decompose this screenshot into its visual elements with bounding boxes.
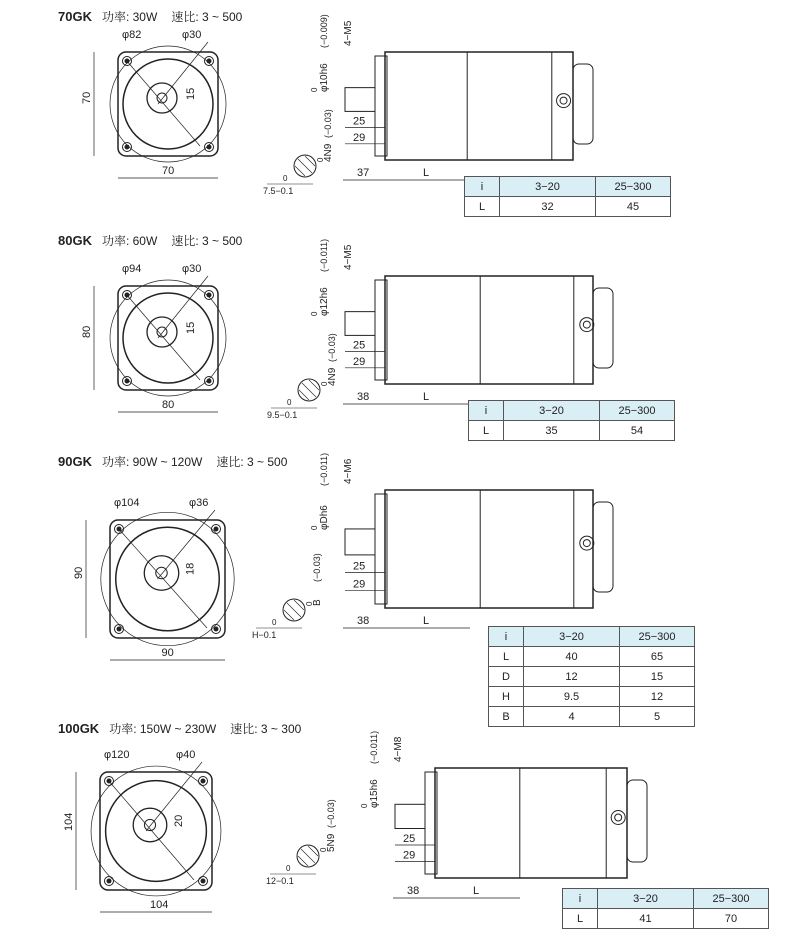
spec-table xyxy=(488,626,695,727)
width-dimension: 80 xyxy=(162,399,175,411)
screw-thread-label: 4−M5 xyxy=(343,244,354,270)
screw-thread-label: 4−M8 xyxy=(393,736,404,762)
flange-view xyxy=(94,276,226,412)
gearhead-length-L: L xyxy=(423,615,430,627)
table-row xyxy=(489,687,695,707)
flange-square xyxy=(110,520,225,638)
offset-dimension: 18 xyxy=(184,562,197,575)
pilot-circle xyxy=(147,317,177,347)
speed-ratio: 速比: 3 ~ 300 xyxy=(230,722,302,736)
height-dimension: 70 xyxy=(81,91,93,104)
table-cell: L xyxy=(469,421,504,441)
offset-dimension: 15 xyxy=(185,87,197,100)
table-header-cell: 25−300 xyxy=(620,627,695,647)
power-rating: 功率: 90W ~ 120W xyxy=(101,455,203,469)
motor-body xyxy=(385,52,573,160)
key-height-label: H−0.1 xyxy=(252,630,277,640)
flange-offset-dimension: 38 xyxy=(357,615,370,627)
motor-body xyxy=(435,768,627,878)
table-cell: 12 xyxy=(524,667,620,687)
shaft-length-25: 25 xyxy=(403,833,416,845)
rear-cover xyxy=(573,64,593,144)
key-section xyxy=(256,599,305,628)
cable-gland xyxy=(557,94,571,108)
flange-offset-dimension: 38 xyxy=(357,391,370,403)
table-row xyxy=(469,421,675,441)
table-header-row xyxy=(465,177,671,197)
flange-offset-dimension: 38 xyxy=(407,885,420,897)
height-dimension: 90 xyxy=(73,566,85,579)
width-dimension: 70 xyxy=(162,165,175,177)
table-cell: 70 xyxy=(694,909,769,929)
flange-view xyxy=(76,762,221,912)
table-cell: D xyxy=(489,667,524,687)
shaft-length-25: 25 xyxy=(353,115,366,128)
outer-diameter-label: φ104 xyxy=(114,497,140,509)
rear-cover xyxy=(627,780,647,862)
table-cell: B xyxy=(489,707,524,727)
key-width-label: 4N9 xyxy=(327,367,338,386)
key-width-tolerance-upper: 0 xyxy=(316,157,325,162)
model-name: 90GK xyxy=(58,454,92,469)
shaft-length-25: 25 xyxy=(353,339,366,352)
pilot-circle xyxy=(147,83,177,113)
offset-dimension: 15 xyxy=(185,321,197,334)
table-cell: L xyxy=(563,909,598,929)
model-name: 70GK xyxy=(58,9,92,24)
table-cell: 35 xyxy=(504,421,600,441)
model-name: 80GK xyxy=(58,233,92,248)
section-header xyxy=(58,720,301,737)
shaft-length-25: 25 xyxy=(353,560,366,573)
cable-gland-inner xyxy=(615,814,622,821)
cable-gland xyxy=(611,811,625,825)
motor-body xyxy=(385,276,593,384)
table-cell: L xyxy=(489,647,524,667)
table-header-cell: i xyxy=(465,177,500,197)
table-cell: H xyxy=(489,687,524,707)
mounting-hole-center xyxy=(107,879,111,883)
key-height-tolerance: 0 xyxy=(287,398,292,407)
shaft-tolerance-lower: (−0.011) xyxy=(319,452,329,486)
table-cell: 54 xyxy=(600,421,675,441)
gearhead-length-L: L xyxy=(423,167,430,179)
mounting-hole-center xyxy=(125,145,129,149)
gearhead-length-L: L xyxy=(423,391,430,403)
outer-diameter-label: φ82 xyxy=(122,29,142,41)
key-section xyxy=(271,379,320,408)
table-header-cell: 25−300 xyxy=(600,401,675,421)
table-header-cell: 25−300 xyxy=(596,177,671,197)
cable-gland xyxy=(580,536,594,550)
table-header-cell: i xyxy=(563,889,598,909)
table-cell: 65 xyxy=(620,647,695,667)
mounting-hole-center xyxy=(117,627,121,631)
shaft-tolerance-upper: 0 xyxy=(310,311,319,316)
mounting-hole-center xyxy=(207,59,211,63)
key-width-label: B xyxy=(312,599,323,606)
speed-ratio: 速比: 3 ~ 500 xyxy=(171,10,243,24)
side-view xyxy=(343,276,613,404)
shaft-tolerance-upper: 0 xyxy=(360,803,369,808)
table-cell: 9.5 xyxy=(524,687,620,707)
shaft-length-29: 29 xyxy=(353,355,366,368)
outer-diameter-label: φ94 xyxy=(122,263,142,275)
shaft-tolerance-lower: (−0.009) xyxy=(319,14,329,48)
table-header-cell: i xyxy=(489,627,524,647)
key-width-tolerance-lower: (−0.03) xyxy=(312,553,322,582)
table-header-cell: 3−20 xyxy=(504,401,600,421)
flange-view xyxy=(94,42,226,178)
flange-outer-circle xyxy=(101,512,234,645)
width-dimension: 90 xyxy=(161,647,174,659)
output-shaft xyxy=(345,88,375,112)
pilot-diameter-label: φ36 xyxy=(189,497,209,509)
offset-dimension: 20 xyxy=(173,814,185,827)
side-view xyxy=(343,52,593,180)
power-rating: 功率: 60W xyxy=(101,234,158,248)
key-height-label: 7.5−0.1 xyxy=(263,186,294,196)
mounting-hole-center xyxy=(201,779,205,783)
flange-view xyxy=(86,510,234,660)
power-rating: 功率: 30W xyxy=(101,10,158,24)
output-shaft xyxy=(395,804,425,828)
cable-gland-inner xyxy=(583,321,590,328)
key-height-tolerance: 0 xyxy=(286,864,291,873)
key-width-tolerance-lower: (−0.03) xyxy=(327,333,337,362)
key-section xyxy=(270,845,319,874)
side-view xyxy=(343,490,613,628)
shaft-tolerance-lower: (−0.011) xyxy=(369,730,379,764)
key-width-tolerance-lower: (−0.03) xyxy=(323,109,333,138)
shaft-length-29: 29 xyxy=(353,578,366,591)
table-header-cell: 3−20 xyxy=(524,627,620,647)
section-header xyxy=(58,232,242,249)
table-cell: 41 xyxy=(598,909,694,929)
cable-gland xyxy=(580,318,594,332)
output-shaft xyxy=(345,529,375,555)
table-cell: 32 xyxy=(500,197,596,217)
shaft-tolerance-label: φDh6 xyxy=(319,505,330,530)
key-width-tolerance-upper: 0 xyxy=(319,847,328,852)
pilot-circle xyxy=(144,556,179,591)
key-width-label: 5N9 xyxy=(326,833,337,852)
table-cell: 4 xyxy=(524,707,620,727)
flange-offset-dimension: 37 xyxy=(357,167,370,179)
table-header-cell: 3−20 xyxy=(598,889,694,909)
width-dimension: 104 xyxy=(150,899,169,911)
table-cell: 5 xyxy=(620,707,695,727)
mounting-hole-center xyxy=(207,293,211,297)
table-header-row xyxy=(563,889,769,909)
shaft-tolerance-lower: (−0.011) xyxy=(319,238,329,272)
table-cell: 15 xyxy=(620,667,695,687)
screw-thread-label: 4−M5 xyxy=(343,20,354,46)
key-width-tolerance-upper: 0 xyxy=(320,381,329,386)
pilot-circle xyxy=(133,808,167,842)
body-circle xyxy=(106,781,207,882)
mounting-hole-center xyxy=(201,879,205,883)
section-header xyxy=(58,8,242,25)
side-view xyxy=(393,768,647,898)
table-row xyxy=(563,909,769,929)
pilot-diameter-label: φ30 xyxy=(182,263,202,275)
pilot-diameter-label: φ40 xyxy=(176,749,196,761)
key-height-tolerance: 0 xyxy=(283,174,288,183)
height-dimension: 104 xyxy=(63,812,75,831)
table-row xyxy=(489,647,695,667)
cable-gland-inner xyxy=(560,97,567,104)
table-header-row xyxy=(469,401,675,421)
key-width-tolerance-lower: (−0.03) xyxy=(326,799,336,828)
speed-ratio: 速比: 3 ~ 500 xyxy=(216,455,288,469)
shaft-tolerance-label: φ15h6 xyxy=(369,779,380,808)
speed-ratio: 速比: 3 ~ 500 xyxy=(171,234,243,248)
motor-body xyxy=(385,490,593,608)
shaft-length-29: 29 xyxy=(353,131,366,144)
mounting-hole-center xyxy=(214,527,218,531)
rear-cover xyxy=(593,502,613,592)
cable-gland-inner xyxy=(583,540,590,547)
table-header-cell: 25−300 xyxy=(694,889,769,909)
section-header xyxy=(58,453,287,470)
key-width-tolerance-upper: 0 xyxy=(305,601,314,606)
table-cell: 45 xyxy=(596,197,671,217)
key-height-tolerance: 0 xyxy=(272,618,277,627)
screw-thread-label: 4−M6 xyxy=(343,458,354,484)
key-width-label: 4N9 xyxy=(323,143,334,162)
mounting-hole-center xyxy=(207,379,211,383)
table-header-row xyxy=(489,627,695,647)
shaft-tolerance-upper: 0 xyxy=(310,87,319,92)
output-shaft xyxy=(345,312,375,336)
table-cell: 40 xyxy=(524,647,620,667)
shaft-tolerance-label: φ10h6 xyxy=(319,63,330,92)
mounting-hole-center xyxy=(207,145,211,149)
spec-table xyxy=(468,400,675,441)
mounting-hole-center xyxy=(125,379,129,383)
key-height-label: 9.5−0.1 xyxy=(267,410,298,420)
outer-diameter-label: φ120 xyxy=(104,749,130,761)
table-row xyxy=(489,667,695,687)
shaft-tolerance-label: φ12h6 xyxy=(319,287,330,316)
pilot-diameter-label: φ30 xyxy=(182,29,202,41)
key-height-label: 12−0.1 xyxy=(266,876,294,886)
power-rating: 功率: 150W ~ 230W xyxy=(109,722,217,736)
key-section xyxy=(267,155,316,184)
table-cell: 12 xyxy=(620,687,695,707)
rear-cover xyxy=(593,288,613,368)
table-header-cell: i xyxy=(469,401,504,421)
shaft-length-29: 29 xyxy=(403,849,416,862)
gearhead-length-L: L xyxy=(473,885,480,897)
spec-table xyxy=(562,888,769,929)
height-dimension: 80 xyxy=(81,325,93,338)
mounting-hole-center xyxy=(214,627,218,631)
table-row xyxy=(465,197,671,217)
table-header-cell: 3−20 xyxy=(500,177,596,197)
shaft-tolerance-upper: 0 xyxy=(310,525,319,530)
spec-table xyxy=(464,176,671,217)
table-row xyxy=(489,707,695,727)
model-name: 100GK xyxy=(58,721,100,736)
table-cell: L xyxy=(465,197,500,217)
